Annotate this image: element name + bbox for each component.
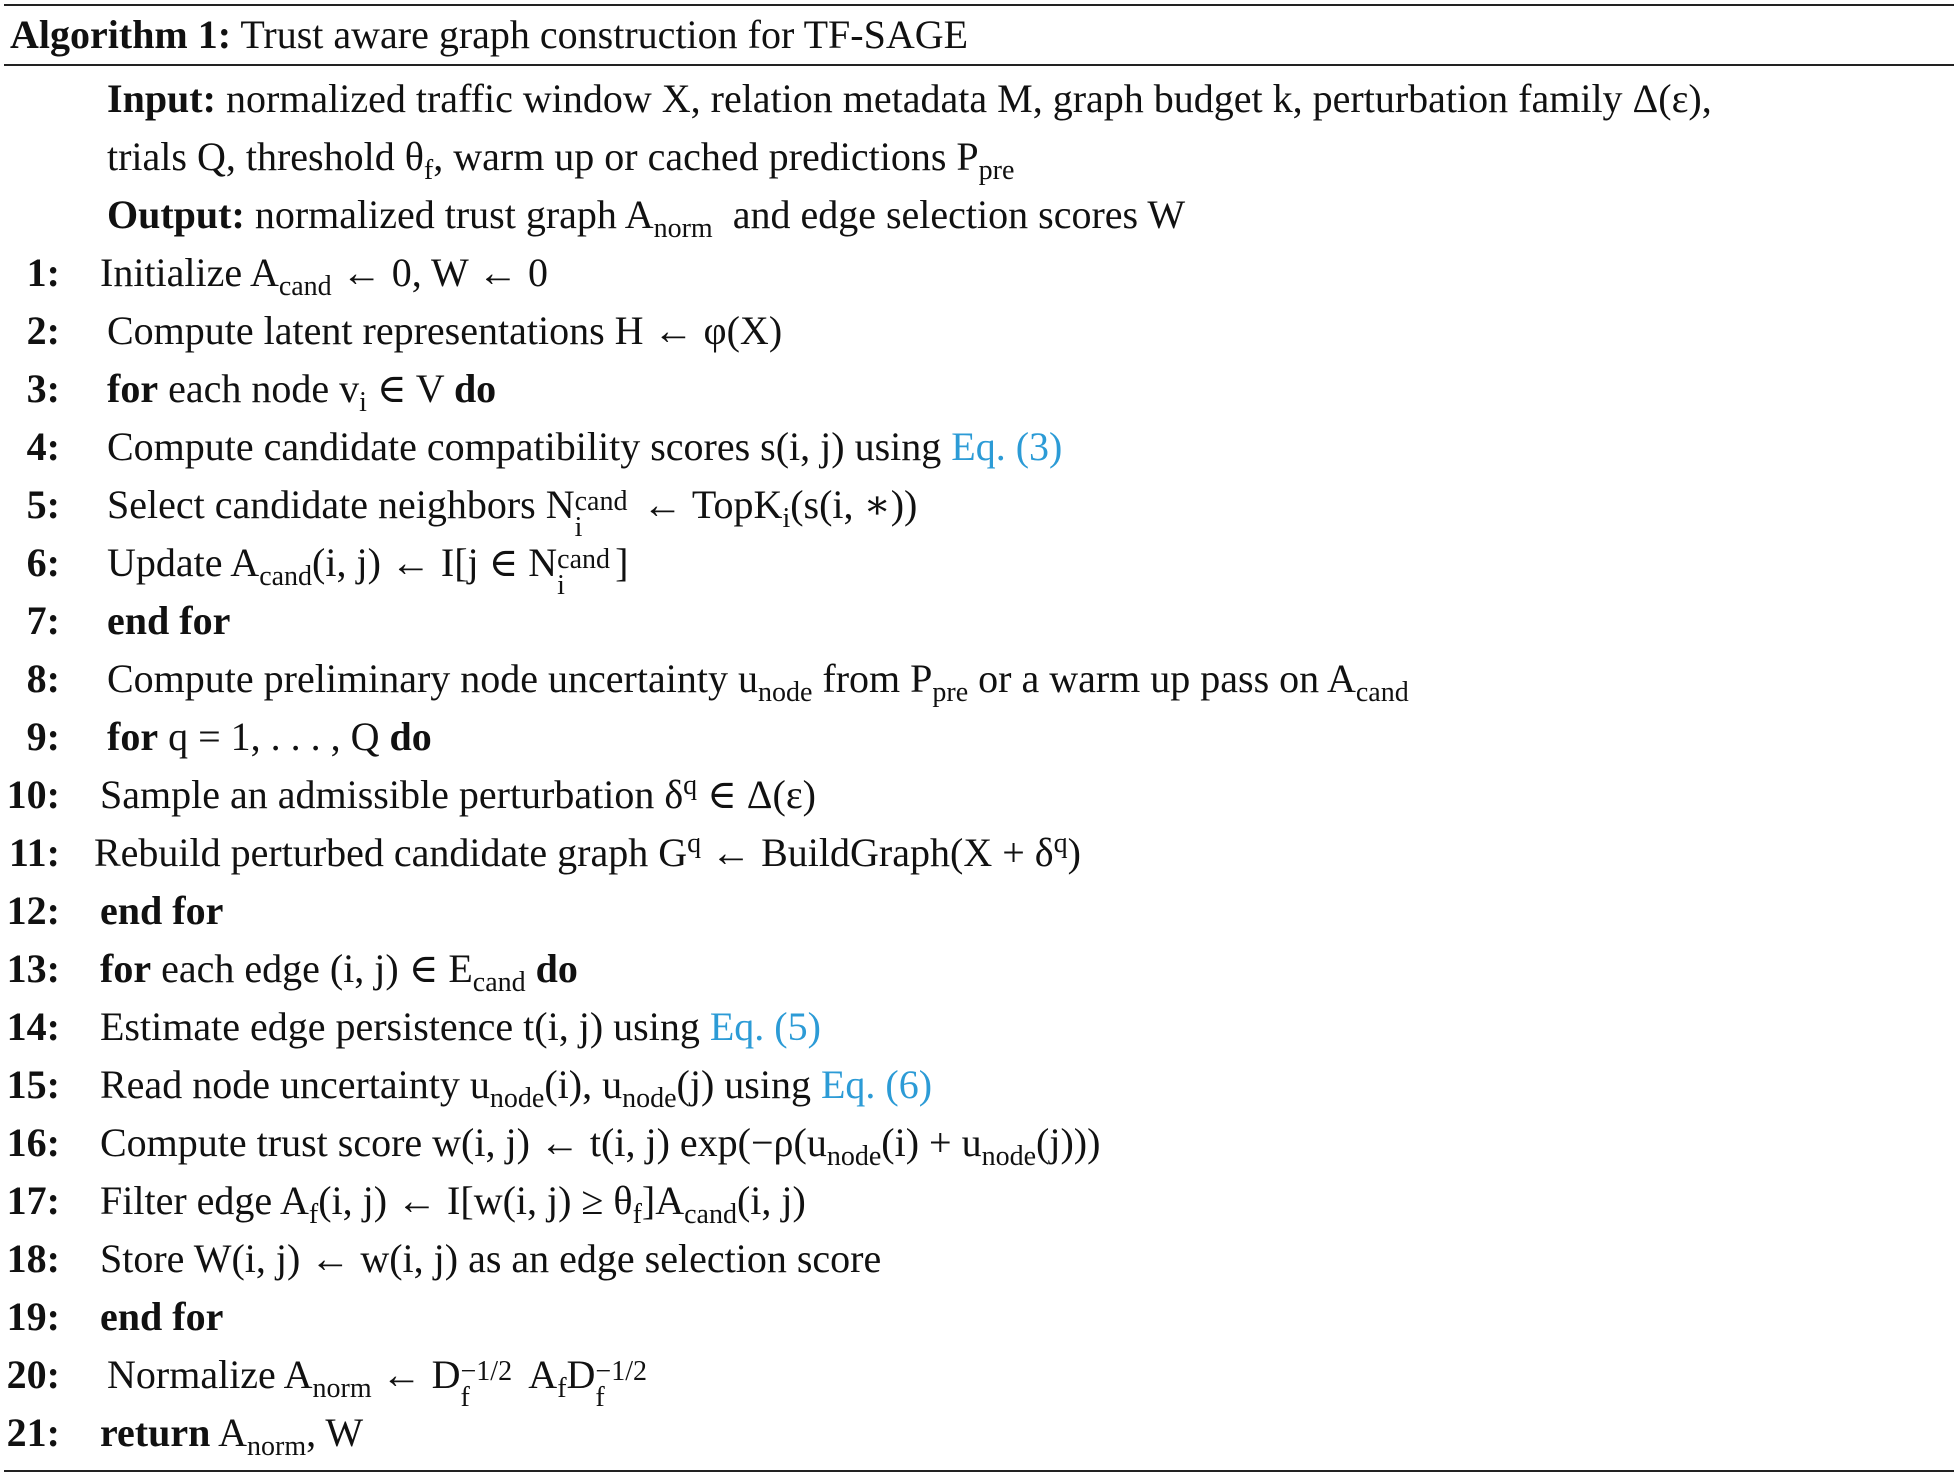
subscript: node [757,677,813,708]
step-text: (i, j) [736,1178,806,1223]
algorithm-step [4,998,1954,1056]
algorithm-step: 5: Select candidate neighbors N cand i ← TopK$_i$(s(i, ∗)) [4,476,1954,534]
step-text: Estimate edge persistence t(i, j) using [100,1004,710,1049]
keyword-do: do [535,946,578,991]
algorithm-step [4,360,1954,418]
step-text: ] [615,540,629,585]
line-number: 7: [26,598,60,643]
algorithm-step [4,302,1954,360]
superscript: q [687,828,702,859]
line-number: 11: [8,830,60,875]
step-text: ∈ Δ(ε) [697,772,816,817]
step-text: from P [812,656,933,701]
line-number: 17: [6,1178,60,1223]
subscript: cand [472,967,526,998]
algorithm-step [4,766,1954,824]
algorithm-step [4,244,1954,302]
keyword-for: for [107,714,159,759]
keyword-return: return [100,1410,211,1455]
subscript: node [981,1141,1037,1172]
keyword-for: for [100,946,152,991]
algorithm-step [4,1114,1954,1172]
subscript: f [632,1199,642,1230]
step-text: ← TopK [632,482,783,527]
step-text: ← 0, W ← 0 [331,250,548,295]
keyword-do: do [389,714,432,759]
algorithm-title: Trust aware graph construction for TF-SAGE [240,12,969,57]
algorithm-box [4,4,1954,1472]
subscript: cand [1355,677,1409,708]
subscript: f [557,1373,567,1404]
step-text: ]A [641,1178,685,1223]
algorithm-step [4,1288,1954,1346]
algorithm-label: Algorithm 1: [10,12,232,57]
line-number: 3: [26,366,60,411]
step-text: D [566,1352,596,1397]
equation-reference-link[interactable]: Eq. (6) [820,1062,933,1107]
step-text: Normalize A [107,1352,313,1397]
step-text: Sample an admissible perturbation δ [100,772,684,817]
keyword-end-for: end for [100,1294,224,1339]
step-text: ∈ V [366,366,454,411]
algorithm-step [4,592,1954,650]
algorithm-header [4,6,1954,66]
step-text: (i), u [544,1062,623,1107]
step-text: q = 1, . . . , Q [158,714,390,759]
step-text: Initialize A [100,250,279,295]
equation-reference-link[interactable]: Eq. (5) [709,1004,821,1049]
step-text: Compute latent representations H ← φ(X) [107,308,783,353]
keyword-for: for [107,366,159,411]
algorithm-step [4,1172,1954,1230]
subscript: pre [978,155,1015,186]
step-text: each node v [158,366,360,411]
line-number: 19: [6,1294,60,1339]
algorithm-step [4,1230,1954,1288]
step-text: (i) + u [881,1120,982,1165]
subscript: f [308,1199,319,1230]
input-text: trials Q, threshold θ [107,134,424,179]
algorithm-step [4,882,1954,940]
subscript: node [489,1083,545,1114]
subscript: cand [259,561,313,592]
superscript: q [1053,828,1068,859]
keyword-do: do [453,366,497,411]
step-text: (s(i, ∗)) [790,482,918,527]
step-text: (j))) [1036,1120,1101,1165]
line-number: 20: [6,1352,60,1397]
subscript: node [622,1083,677,1114]
keyword-end-for: end for [107,598,231,643]
line-number: 4: [26,424,60,469]
input-line [4,70,1954,128]
step-text: Read node uncertainty u [100,1062,490,1107]
subscript: f [423,155,434,186]
subscript: norm [312,1373,372,1404]
step-text: ← D [371,1352,461,1397]
step-text: Compute trust score w(i, j) ← t(i, j) exp(−ρ(u [100,1120,827,1165]
line-number: 1: [26,250,60,295]
step-text: (i, j) ← I[j ∈ N [312,540,558,585]
line-number: 21: [6,1410,60,1455]
line-number: 5: [26,482,60,527]
line-number: 18: [6,1236,60,1281]
step-text: Rebuild perturbed candidate graph G [94,830,688,875]
algorithm-step [4,1056,1954,1114]
algorithm-step [4,650,1954,708]
algorithm-step: 20: Normalize $A_{norm}$ ← D −1/2 f $A_fD$ −1/2 f [4,1346,1954,1404]
input-text: , warm up or cached predictions P [433,134,979,179]
step-text: Compute preliminary node uncertainty u [107,656,758,701]
step-text: Update A [107,540,260,585]
output-line [4,186,1954,244]
line-number: 12: [6,888,60,933]
line-number: 2: [26,308,60,353]
step-text: Filter edge A [100,1178,309,1223]
algorithm-step: 6: Update $A_{cand}(i$, j) ← I[j ∈ N cand i ] [4,534,1954,592]
algorithm-body [4,66,1954,1462]
step-text: ← BuildGraph(X + δ [701,830,1054,875]
input-text: normalized traffic window X, relation metadata M, graph budget k, perturbation family Δ(ε), [225,76,1712,121]
superscript: q [683,770,698,801]
line-number: 6: [26,540,60,585]
step-text: ) [1067,830,1081,875]
step-text: A [210,1410,248,1455]
step-text: A [520,1352,558,1397]
algorithm-step [4,1404,1954,1462]
line-number: 10: [6,772,60,817]
subscript: norm [653,213,713,244]
algorithm-step [4,418,1954,476]
subscript: cand [278,271,332,302]
step-text: Select candidate neighbors N [107,482,575,527]
algorithm-step [4,708,1954,766]
keyword-end-for: end for [100,888,224,933]
step-text: , W [306,1410,364,1455]
line-number: 15: [6,1062,60,1107]
input-label: Input: [107,76,216,121]
input-line-continued [4,128,1954,186]
subscript: norm [247,1431,307,1462]
step-text: Store W(i, j) ← w(i, j) as an edge selection score [100,1236,882,1281]
output-label: Output: [107,192,245,237]
step-text: (i, j) ← I[w(i, j) ≥ θ [318,1178,633,1223]
step-text: (j) using [676,1062,821,1107]
step-text: or a warm up pass on A [968,656,1356,701]
algorithm-step [4,940,1954,998]
step-text: each edge (i, j) ∈ E [151,946,473,991]
line-number: 9: [26,714,60,759]
subscript: pre [932,677,969,708]
algorithm-step [4,824,1954,882]
line-number: 13: [6,946,60,991]
output-text: normalized trust graph A [254,192,654,237]
equation-reference-link[interactable]: Eq. (3) [951,424,1063,469]
subscript: cand [684,1199,737,1230]
subscript: i [782,503,791,534]
subscript: i [359,387,367,418]
output-text: and edge selection scores W [732,192,1186,237]
line-number: 14: [6,1004,60,1049]
line-number: 8: [26,656,60,701]
line-number: 16: [6,1120,60,1165]
subscript: node [826,1141,882,1172]
step-text: Compute candidate compatibility scores s(i, j) using [107,424,952,469]
